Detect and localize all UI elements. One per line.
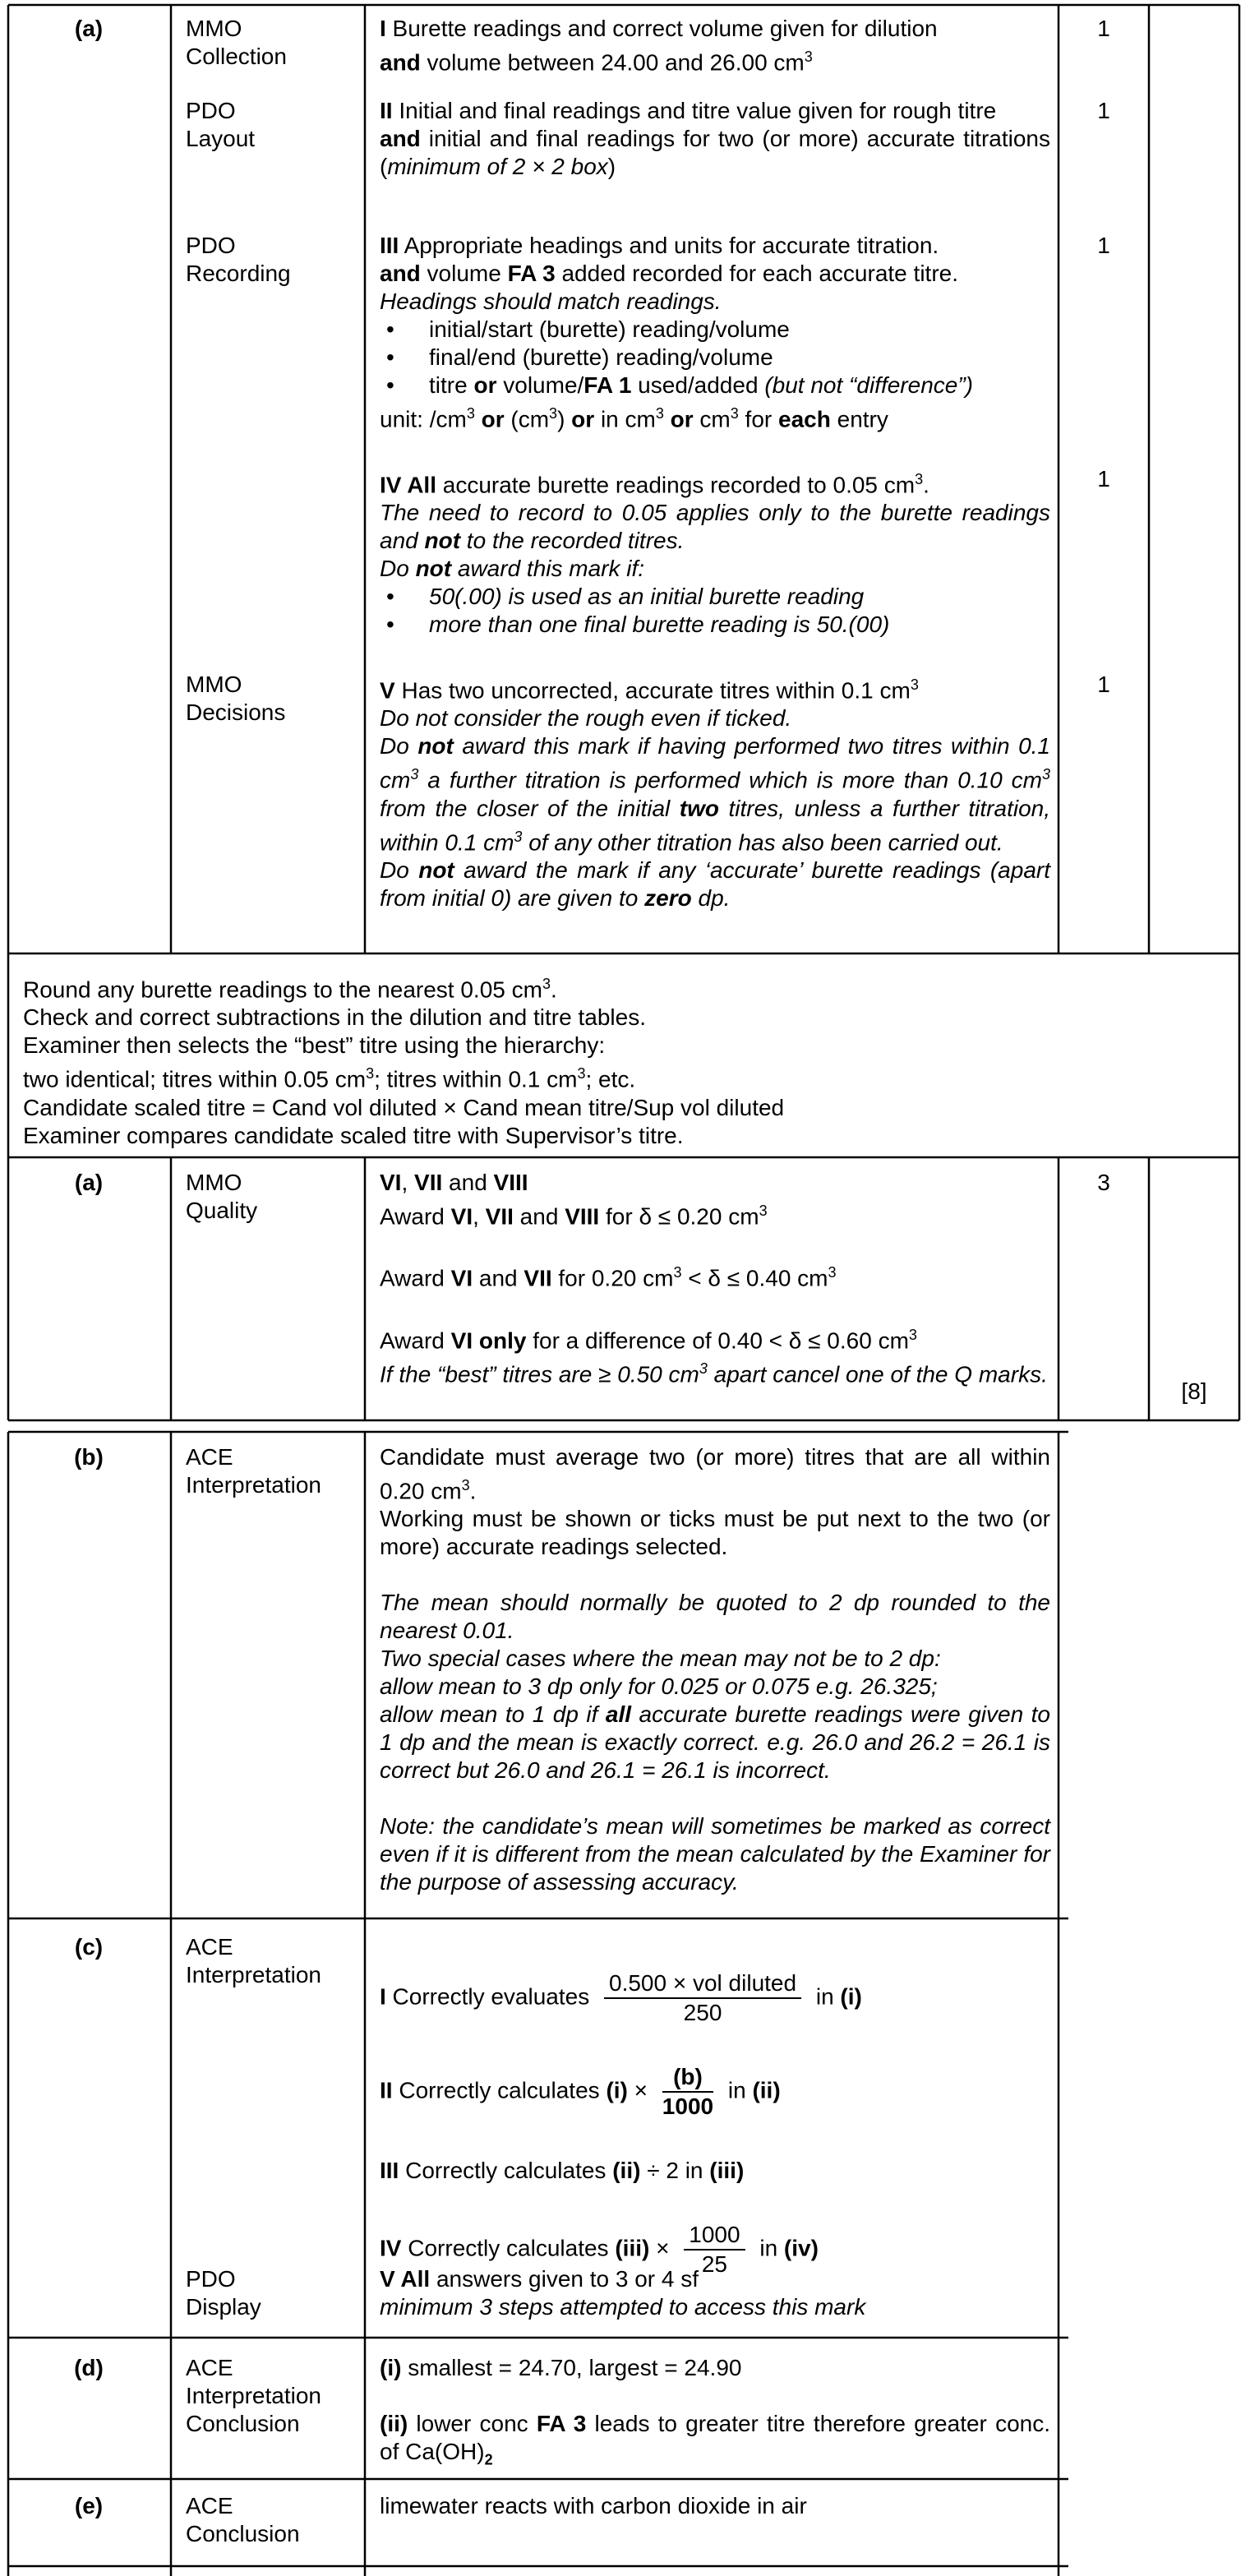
marking-criterion xyxy=(380,1933,1050,2278)
text-run: 3 xyxy=(577,1065,586,1083)
text-run: volume xyxy=(420,261,508,286)
text-run: I xyxy=(380,16,386,41)
text-run: accurate burette readings were given to 1 dp and the mean is exactly correct. e.g. 26.0 and 26.2 = 26.1 is correct but 26.0 and 26.1 = 26.1 is incorrect. xyxy=(380,1701,1051,1784)
text-run: Two special cases where the mean may not be to 2 dp: xyxy=(380,1646,941,1672)
question-number: (a) xyxy=(74,1170,104,1195)
text-run: I xyxy=(380,1983,386,2010)
text-run: II xyxy=(380,2077,393,2103)
text-run: 3 xyxy=(910,676,919,693)
criterion-line xyxy=(23,970,1223,1004)
text-run: ; titres within 0.1 cm xyxy=(374,1066,578,1092)
text-run: (iii) xyxy=(615,2235,650,2261)
fraction-numerator: 1000 xyxy=(684,2221,745,2251)
text-run: II xyxy=(380,98,393,123)
text-run: Appropriate headings and units for accurate titration. xyxy=(399,233,939,258)
criterion-line xyxy=(380,499,1050,555)
text-run: ) xyxy=(557,406,572,432)
marking-criterion xyxy=(380,2265,1050,2321)
bullet-item xyxy=(380,344,1050,372)
text-run: Headings should match readings. xyxy=(380,289,722,314)
text-run: more than one final burette reading is 50.(00) xyxy=(429,612,890,638)
skill-category xyxy=(186,97,350,153)
text-run: . xyxy=(550,976,557,1003)
marking-criterion xyxy=(380,2354,1050,2474)
text-run: Correctly calculates xyxy=(401,2235,616,2261)
spacer xyxy=(380,1784,1050,1812)
skill-category-line: PDO xyxy=(186,233,236,258)
text-run: Working must be shown or ticks must be put next to the two (or more) accurate readings selected. xyxy=(380,1506,1050,1560)
text-run: minimum of 2 × 2 box xyxy=(387,154,608,179)
skill-category xyxy=(186,2265,350,2321)
text-run: apart cancel one of the Q marks. xyxy=(707,1361,1048,1387)
text-run: Do xyxy=(380,856,419,883)
text-run: 3 xyxy=(673,1264,682,1281)
marking-criterion xyxy=(380,232,1050,433)
text-run xyxy=(664,406,671,432)
text-run: smallest = 24.70, largest = 24.90 xyxy=(401,2355,742,2380)
text-run: minimum 3 steps attempted to access this mark xyxy=(380,2294,866,2320)
text-run: 3 xyxy=(410,766,419,783)
text-run: 3 xyxy=(466,405,475,422)
text-run: ; etc. xyxy=(585,1066,636,1092)
text-run: Examiner then selects the “best” titre using the hierarchy: xyxy=(23,1032,606,1059)
text-run: not xyxy=(424,528,461,554)
skill-category-line: Interpretation xyxy=(186,1472,321,1498)
text-run: VII xyxy=(485,1203,514,1230)
criterion-line xyxy=(380,2492,1050,2520)
text-run: Do xyxy=(380,733,418,759)
text-run: Examiner compares candidate scaled titre with Supervisor’s titre. xyxy=(23,1122,684,1148)
criterion-line xyxy=(380,1169,1050,1197)
text-run: allow mean to 3 dp only for 0.025 or 0.075 e.g. 26.325; xyxy=(380,1673,938,1700)
marking-criterion xyxy=(380,1169,1050,1388)
text-run: 2 xyxy=(484,2451,493,2468)
text-run: Do not consider the rough even if ticked. xyxy=(380,705,792,732)
text-run: and xyxy=(380,49,421,76)
text-run: Award xyxy=(380,1203,451,1230)
text-run: in xyxy=(753,2235,784,2261)
text-run: from the closer of the initial xyxy=(380,795,680,821)
criterion-line xyxy=(23,1094,1223,1122)
skill-category-line: Conclusion xyxy=(186,2521,300,2546)
text-run: 3 xyxy=(908,1326,917,1343)
marking-criterion xyxy=(380,671,1050,912)
text-run: award this mark if: xyxy=(451,556,645,582)
fraction-numerator: 0.500 × vol diluted xyxy=(604,1969,801,1999)
text-run: IV All xyxy=(380,472,436,498)
fraction xyxy=(662,2063,713,2121)
text-run: lower conc xyxy=(408,2411,537,2436)
text-run: not xyxy=(418,856,454,883)
text-run: . xyxy=(923,472,929,498)
skill-category-line: Collection xyxy=(186,44,287,69)
mark-value: 1 xyxy=(1097,98,1110,123)
skill-category xyxy=(186,1169,350,1225)
spacer xyxy=(380,1230,1050,1258)
criterion-line xyxy=(380,1197,1050,1230)
text-run: VII xyxy=(414,1170,443,1195)
criterion-line xyxy=(23,1004,1223,1032)
text-run: Note: the candidate’s mean will sometimes be marked as correct even if it is different from the mean calculated by the Examiner for the purpose of assessing accuracy. xyxy=(380,1813,1050,1895)
text-run: × xyxy=(627,2077,654,2103)
text-run: Candidate must average two (or more) titres that are all within 0.20 cm xyxy=(380,1444,1050,1504)
criterion-line xyxy=(380,2157,1050,2185)
criterion-line xyxy=(380,1645,1050,1673)
text-run: of any other titration has also been carried out. xyxy=(522,829,1003,855)
spacer xyxy=(380,2027,1050,2063)
text-run: or xyxy=(571,406,595,432)
criterion-line xyxy=(380,2265,1050,2293)
criterion-line xyxy=(380,1589,1050,1645)
text-run: (i) xyxy=(606,2077,628,2103)
spacer xyxy=(380,1293,1050,1321)
text-run: VI only xyxy=(450,1327,527,1353)
fraction-numerator: (b) xyxy=(662,2063,713,2093)
text-run: VIII xyxy=(565,1203,600,1230)
question-number: (e) xyxy=(74,2493,104,2518)
text-run: IV xyxy=(380,2235,402,2261)
text-run: titres, unless a further titration, within 0.1 cm xyxy=(380,795,1050,855)
criterion-line xyxy=(380,1258,1050,1292)
text-run: VI xyxy=(450,1265,473,1291)
fraction-denominator: 25 xyxy=(701,2251,727,2277)
text-run: allow mean to 1 dp if xyxy=(380,1701,606,1728)
text-run: not xyxy=(417,733,454,759)
text-run: Correctly calculates xyxy=(399,2158,613,2183)
marking-criterion xyxy=(380,15,1050,76)
skill-category-line: Interpretation xyxy=(186,2383,321,2408)
fraction xyxy=(604,1969,801,2027)
text-run: 3 xyxy=(759,1203,768,1219)
skill-category xyxy=(186,1443,350,1499)
fraction-denominator: 1000 xyxy=(662,2094,714,2119)
text-run: FA 3 xyxy=(507,261,556,286)
mark-value: 1 xyxy=(1097,672,1110,697)
text-run: leads to greater titre therefore greater conc. of Ca(OH) xyxy=(380,2411,1050,2464)
criterion-line xyxy=(380,1355,1050,1388)
text-run: III xyxy=(380,233,399,258)
text-run: in xyxy=(810,1983,841,2010)
text-run: VI xyxy=(450,1203,473,1230)
text-run: in xyxy=(722,2077,753,2103)
text-run: 3 xyxy=(828,1264,837,1281)
skill-category xyxy=(186,15,350,71)
text-run: 3 xyxy=(549,405,558,422)
text-run: Candidate scaled titre = Cand vol diluted × Cand mean titre/Sup vol diluted xyxy=(23,1094,785,1120)
text-run: < δ ≤ 0.40 cm xyxy=(681,1265,828,1291)
text-run: Do xyxy=(380,556,416,582)
text-run: and xyxy=(442,1170,494,1195)
text-run: 3 xyxy=(514,828,523,845)
text-run: Round any burette readings to the nearest 0.05 cm xyxy=(23,976,542,1003)
text-run: (but not “difference”) xyxy=(764,372,973,398)
skill-category-line: ACE xyxy=(186,1444,233,1470)
text-run: 3 xyxy=(1041,766,1050,783)
marking-criterion xyxy=(380,1443,1050,1896)
text-run: all xyxy=(605,1701,632,1728)
text-run: Burette readings and correct volume given for dilution xyxy=(385,16,938,41)
text-run: final/end (burette) reading/volume xyxy=(429,344,773,370)
text-run: Correctly evaluates xyxy=(385,1983,596,2010)
text-run: not xyxy=(415,556,452,582)
criterion-line xyxy=(380,1701,1050,1784)
text-run: Award xyxy=(380,1265,451,1291)
text-run: for 0.20 cm xyxy=(551,1265,674,1291)
skill-category-line: Quality xyxy=(186,1198,258,1223)
spacer xyxy=(380,1933,1050,1969)
text-run: for xyxy=(738,406,779,432)
criterion-line xyxy=(23,1122,1223,1150)
bullet-item xyxy=(380,316,1050,344)
bullet-item xyxy=(380,583,1050,611)
text-run: used/added xyxy=(631,372,765,398)
text-run: for a difference of 0.40 < δ ≤ 0.60 cm xyxy=(526,1327,909,1353)
skill-category-line: Conclusion xyxy=(186,2411,300,2436)
text-run: and xyxy=(380,126,421,151)
text-run: FA 3 xyxy=(536,2411,587,2436)
text-run: Award xyxy=(380,1327,451,1353)
text-run: , xyxy=(473,1203,486,1230)
skill-category-line: Decisions xyxy=(186,699,286,725)
text-run: award the mark if any ‘accurate’ burette readings (apart from initial 0) are given to xyxy=(380,856,1051,911)
text-run: VI xyxy=(380,1170,402,1195)
spacer xyxy=(380,2121,1050,2157)
total-marks: [8] xyxy=(1181,1378,1207,1404)
criterion-line xyxy=(380,1969,1050,2027)
text-run: volume/ xyxy=(496,372,584,398)
text-run: initial/start (burette) reading/volume xyxy=(429,316,790,342)
text-run: for δ ≤ 0.20 cm xyxy=(599,1203,759,1230)
criterion-line xyxy=(380,232,1050,260)
text-run: (i) xyxy=(380,2355,402,2380)
text-run: VII xyxy=(524,1265,552,1291)
text-run: 3 xyxy=(915,471,924,487)
text-run: award this mark if having performed two titres within 0.1 cm xyxy=(380,733,1051,793)
criterion-line xyxy=(380,399,1050,433)
skill-category-line: Display xyxy=(186,2294,261,2320)
criterion-line xyxy=(380,2354,1050,2382)
mark-value: 3 xyxy=(1097,1170,1110,1195)
question-number: (a) xyxy=(74,16,104,41)
text-run: entry xyxy=(830,406,888,432)
bullet-item xyxy=(380,611,1050,639)
marking-criterion xyxy=(380,2492,1050,2520)
text-run: (ii) xyxy=(612,2158,641,2183)
text-run: V All xyxy=(380,2266,431,2292)
skill-category-line: MMO xyxy=(186,16,242,41)
criterion-line xyxy=(380,732,1050,856)
text-run: (ii) xyxy=(752,2077,781,2103)
question-number: (d) xyxy=(74,2355,104,2380)
skill-category-line: Layout xyxy=(186,126,256,151)
text-run: (cm xyxy=(504,406,550,432)
text-run: and xyxy=(473,1265,524,1291)
text-run: or xyxy=(670,406,694,432)
text-run: V xyxy=(380,677,395,704)
bullet-item xyxy=(380,372,1050,399)
text-run: 3 xyxy=(461,1477,470,1493)
skill-category-line: MMO xyxy=(186,1170,242,1195)
text-run: Correctly calculates xyxy=(392,2077,607,2103)
text-run: added recorded for each accurate titre. xyxy=(555,261,958,286)
text-run: VIII xyxy=(493,1170,528,1195)
criterion-line xyxy=(23,1059,1223,1093)
text-run: Has two uncorrected, accurate titres within 0.1 cm xyxy=(394,677,911,704)
text-run: × xyxy=(649,2235,676,2261)
skill-category-line: PDO xyxy=(186,98,236,123)
text-run: initial and final readings for two (or more) accurate titrations ( xyxy=(380,126,1050,179)
text-run: limewater reacts with carbon dioxide in air xyxy=(380,2493,807,2518)
text-run: If the “best” titres are ≥ 0.50 cm xyxy=(380,1361,699,1387)
spacer xyxy=(380,1561,1050,1589)
skill-category xyxy=(186,232,350,288)
criterion-line xyxy=(380,465,1050,499)
text-run: (iii) xyxy=(709,2158,745,2183)
text-run: zero xyxy=(644,884,692,911)
text-run: or xyxy=(481,406,505,432)
text-run: volume between 24.00 and 26.00 cm xyxy=(420,49,805,76)
skill-category xyxy=(186,2354,350,2438)
criterion-line xyxy=(380,1505,1050,1561)
text-run: titre xyxy=(429,372,474,398)
text-run: a further titration is performed which is more than 0.10 cm xyxy=(418,767,1042,793)
mark-value: 1 xyxy=(1097,233,1110,258)
criterion-line xyxy=(380,97,1050,125)
text-run: The mean should normally be quoted to 2 dp rounded to the nearest 0.01. xyxy=(380,1590,1050,1644)
skill-category-line: MMO xyxy=(186,672,242,697)
skill-category-line: Interpretation xyxy=(186,1962,321,1987)
criterion-line xyxy=(380,1812,1050,1896)
text-run: 3 xyxy=(804,48,813,65)
text-run: in cm xyxy=(594,406,656,432)
text-run: 50(.00) is used as an initial burette reading xyxy=(429,584,865,610)
text-run: 3 xyxy=(730,405,739,422)
mark-value: 1 xyxy=(1097,466,1110,492)
fraction-denominator: 250 xyxy=(683,2000,722,2025)
text-run: 3 xyxy=(655,405,664,422)
question-number: (c) xyxy=(74,1934,104,1960)
criterion-line xyxy=(23,1032,1223,1059)
skill-category xyxy=(186,2492,350,2548)
skill-category-line: ACE xyxy=(186,1934,233,1960)
text-run: to the recorded titres. xyxy=(460,528,685,554)
text-run: 3 xyxy=(699,1360,708,1377)
skill-category-line: PDO xyxy=(186,2266,236,2292)
text-run: , xyxy=(401,1170,415,1195)
examiner-note xyxy=(23,970,1223,1150)
text-run: 3 xyxy=(542,976,551,992)
criterion-line xyxy=(380,704,1050,732)
criterion-line xyxy=(380,856,1050,912)
text-run: accurate burette readings recorded to 0.05 cm xyxy=(436,472,916,498)
marking-criterion xyxy=(380,465,1050,639)
text-run: answers given to 3 or 4 sf xyxy=(430,2266,699,2292)
text-run: III xyxy=(380,2158,399,2183)
question-number: (b) xyxy=(74,1444,104,1470)
text-run: two xyxy=(679,795,719,821)
text-run: and xyxy=(513,1203,565,1230)
text-run: FA 1 xyxy=(583,372,632,398)
text-run: . xyxy=(469,1478,477,1504)
criterion-line xyxy=(380,2410,1050,2474)
marking-criterion xyxy=(380,97,1050,181)
criterion-line xyxy=(380,260,1050,288)
text-run: cm xyxy=(693,406,731,432)
mark-value: 1 xyxy=(1097,16,1110,41)
text-run: dp. xyxy=(691,884,731,911)
criterion-line xyxy=(380,1321,1050,1355)
text-run: two identical; titres within 0.05 cm xyxy=(23,1066,367,1092)
text-run: each xyxy=(778,406,831,432)
criterion-line xyxy=(380,43,1050,76)
text-run: The need to record to 0.05 applies only to the burette readings and xyxy=(380,500,1050,554)
skill-category xyxy=(186,1933,350,1989)
text-run: ) xyxy=(607,154,616,179)
criterion-line xyxy=(380,15,1050,43)
text-run: (ii) xyxy=(380,2411,408,2436)
criterion-line xyxy=(380,671,1050,704)
skill-category-line: ACE xyxy=(186,2493,233,2518)
skill-category xyxy=(186,671,350,727)
criterion-line xyxy=(380,288,1050,316)
text-run: or xyxy=(473,372,497,398)
criterion-line xyxy=(380,125,1050,181)
text-run: (iv) xyxy=(783,2235,819,2261)
text-run: ÷ 2 in xyxy=(640,2158,710,2183)
skill-category-line: ACE xyxy=(186,2355,233,2380)
skill-category-line: Recording xyxy=(186,261,291,286)
text-run: (i) xyxy=(840,1983,862,2010)
text-run: unit: /cm xyxy=(380,406,467,432)
text-run: Check and correct subtractions in the dilution and titre tables. xyxy=(23,1004,646,1031)
text-run: Initial and final readings and titre value given for rough titre xyxy=(392,98,997,123)
text-run xyxy=(475,406,482,432)
text-run: and xyxy=(380,261,421,286)
criterion-line xyxy=(380,1673,1050,1701)
spacer xyxy=(380,2185,1050,2221)
spacer xyxy=(380,2382,1050,2410)
criterion-line xyxy=(380,555,1050,583)
criterion-line xyxy=(380,2063,1050,2121)
text-run: 3 xyxy=(366,1065,375,1083)
criterion-line xyxy=(380,1443,1050,1505)
criterion-line xyxy=(380,2293,1050,2321)
